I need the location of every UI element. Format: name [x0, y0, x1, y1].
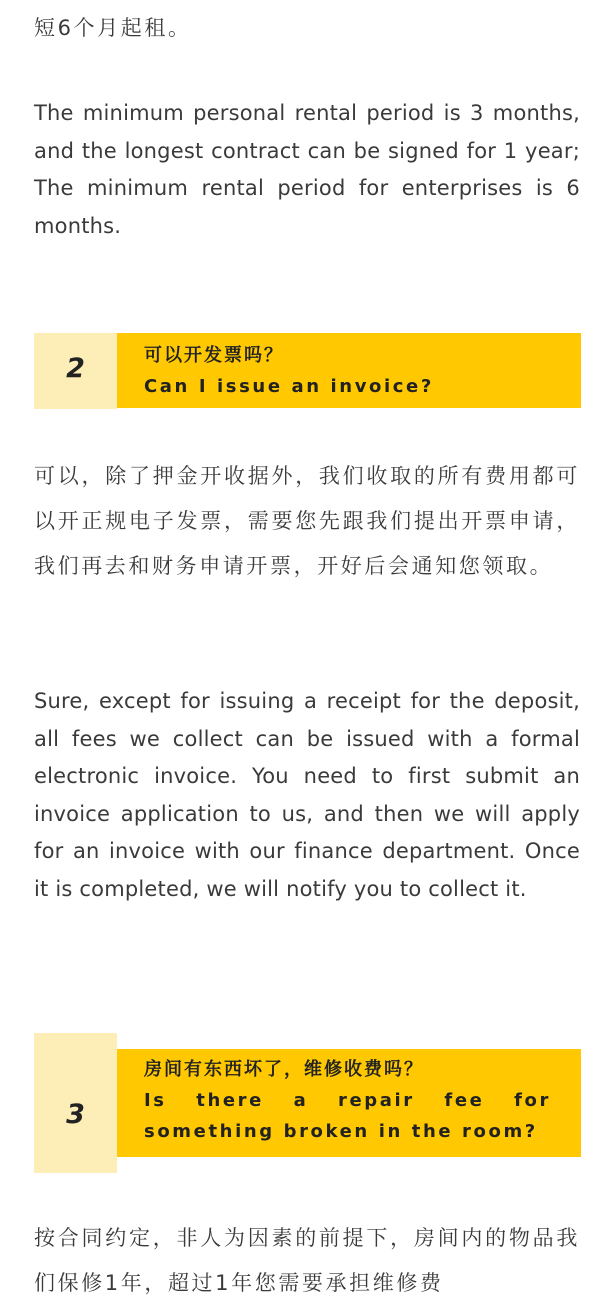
question-text — [144, 1055, 581, 1147]
answer-2-en: Sure, except for issuing a receipt for the deposit, all fees we collect can be issued with a formal electronic invoice. You need to first submit an invoice application to us, and then we will apply for an invoice with our finance department. Once it is completed, we will notify you to collect it. — [34, 689, 580, 901]
question-en: Can I issue an invoice? — [144, 376, 434, 397]
question-number: 3 — [66, 1099, 85, 1130]
answer-2-cn: 可以，除了押金开收据外，我们收取的所有费用都可以开正规电子发票，需要您先跟我们提出开票申请，我们再去和财务申请开票，开好后会通知您领取。 — [34, 464, 580, 578]
intro-en-paragraph: The minimum personal rental period is 3 months, and the longest contract can be signed for 1 year; The minimum rental period for enterprises is 6 months. — [34, 101, 580, 238]
answer-3-cn: 按合同约定，非人为因素的前提下，房间内的物品我们保修1年，超过1年您需要承担维修费 — [34, 1226, 580, 1295]
question-number: 2 — [66, 353, 85, 384]
question-cn: 房间有东西坏了，维修收费吗？ — [144, 1059, 424, 1080]
question-text — [144, 341, 581, 402]
faq-question-2 — [34, 333, 581, 409]
intro-cn-tail: 短6个月起租。 — [34, 16, 192, 40]
question-cn: 可以开发票吗？ — [144, 345, 284, 366]
faq-question-3 — [34, 1033, 581, 1173]
question-en: Is there a repair fee for something broken in the room? — [144, 1090, 551, 1142]
